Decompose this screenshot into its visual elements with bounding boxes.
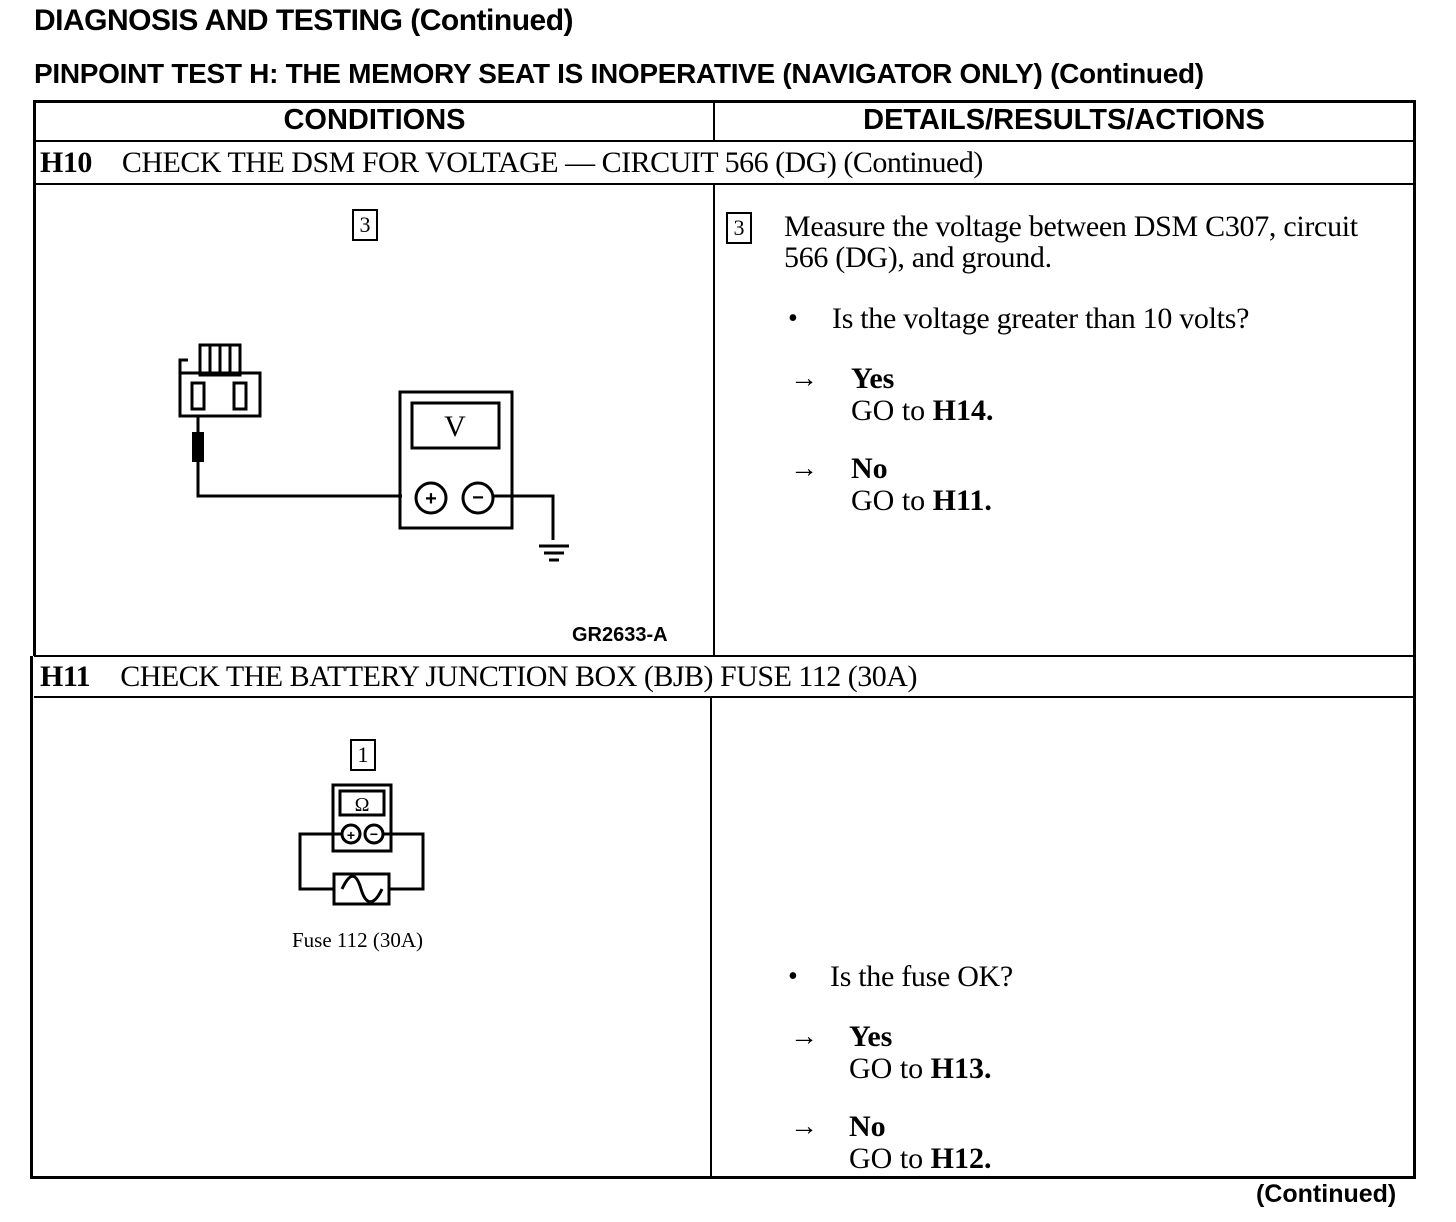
step-id: H11 xyxy=(40,660,91,693)
step-title: CHECK THE DSM FOR VOLTAGE — CIRCUIT 566 (DG) (Continued) xyxy=(121,146,983,179)
step-h10-header xyxy=(40,146,983,180)
page-title: DIAGNOSIS AND TESTING (Continued) xyxy=(34,4,574,37)
svg-text:+: + xyxy=(425,488,437,510)
question-text: Is the voltage greater than 10 volts? xyxy=(832,302,1250,335)
arrow-icon: → xyxy=(790,363,818,394)
svg-text:−: − xyxy=(369,826,379,842)
yes-label: Yes xyxy=(851,362,895,395)
continued-note: (Continued) xyxy=(1256,1180,1397,1208)
step-h11-header xyxy=(40,660,917,694)
no-label: No xyxy=(849,1110,886,1143)
yes-action: GO to H14. xyxy=(851,394,994,427)
no-action: GO to H12. xyxy=(849,1142,992,1175)
voltmeter-connector-diagram xyxy=(170,340,590,570)
figure-code: GR2633-A xyxy=(572,624,668,646)
column-header-conditions: CONDITIONS xyxy=(283,104,466,136)
bullet-icon: • xyxy=(788,961,798,992)
figure-step-number: 3 xyxy=(352,209,378,241)
arrow-icon: → xyxy=(790,453,818,484)
arrow-icon: → xyxy=(790,1111,818,1142)
arrow-icon: → xyxy=(790,1021,818,1052)
ohmmeter-symbol: Ω xyxy=(354,794,370,816)
step-title: CHECK THE BATTERY JUNCTION BOX (BJB) FUSE 112 (30A) xyxy=(120,660,917,693)
svg-text:−: − xyxy=(472,487,484,509)
no-label: No xyxy=(851,452,888,485)
detail-step-number: 3 xyxy=(726,212,752,244)
step-id: H10 xyxy=(40,146,92,179)
yes-action: GO to H13. xyxy=(849,1052,992,1085)
figure-step-number: 1 xyxy=(350,739,376,771)
yes-label: Yes xyxy=(849,1020,893,1053)
pinpoint-test-title: PINPOINT TEST H: THE MEMORY SEAT IS INOPERATIVE (NAVIGATOR ONLY) (Continued) xyxy=(34,58,1204,89)
fuse-label: Fuse 112 (30A) xyxy=(292,928,424,952)
instruction-line-2: 566 (DG), and ground. xyxy=(784,241,1052,274)
ohmmeter-fuse-diagram xyxy=(290,780,440,910)
voltmeter-symbol: V xyxy=(444,410,466,443)
bullet-icon: • xyxy=(788,303,798,334)
svg-text:+: + xyxy=(346,827,356,843)
column-header-details: DETAILS/RESULTS/ACTIONS xyxy=(863,104,1265,136)
no-action: GO to H11. xyxy=(851,484,992,517)
instruction-line-1: Measure the voltage between DSM C307, circuit xyxy=(784,210,1358,243)
question-text: Is the fuse OK? xyxy=(830,960,1013,993)
